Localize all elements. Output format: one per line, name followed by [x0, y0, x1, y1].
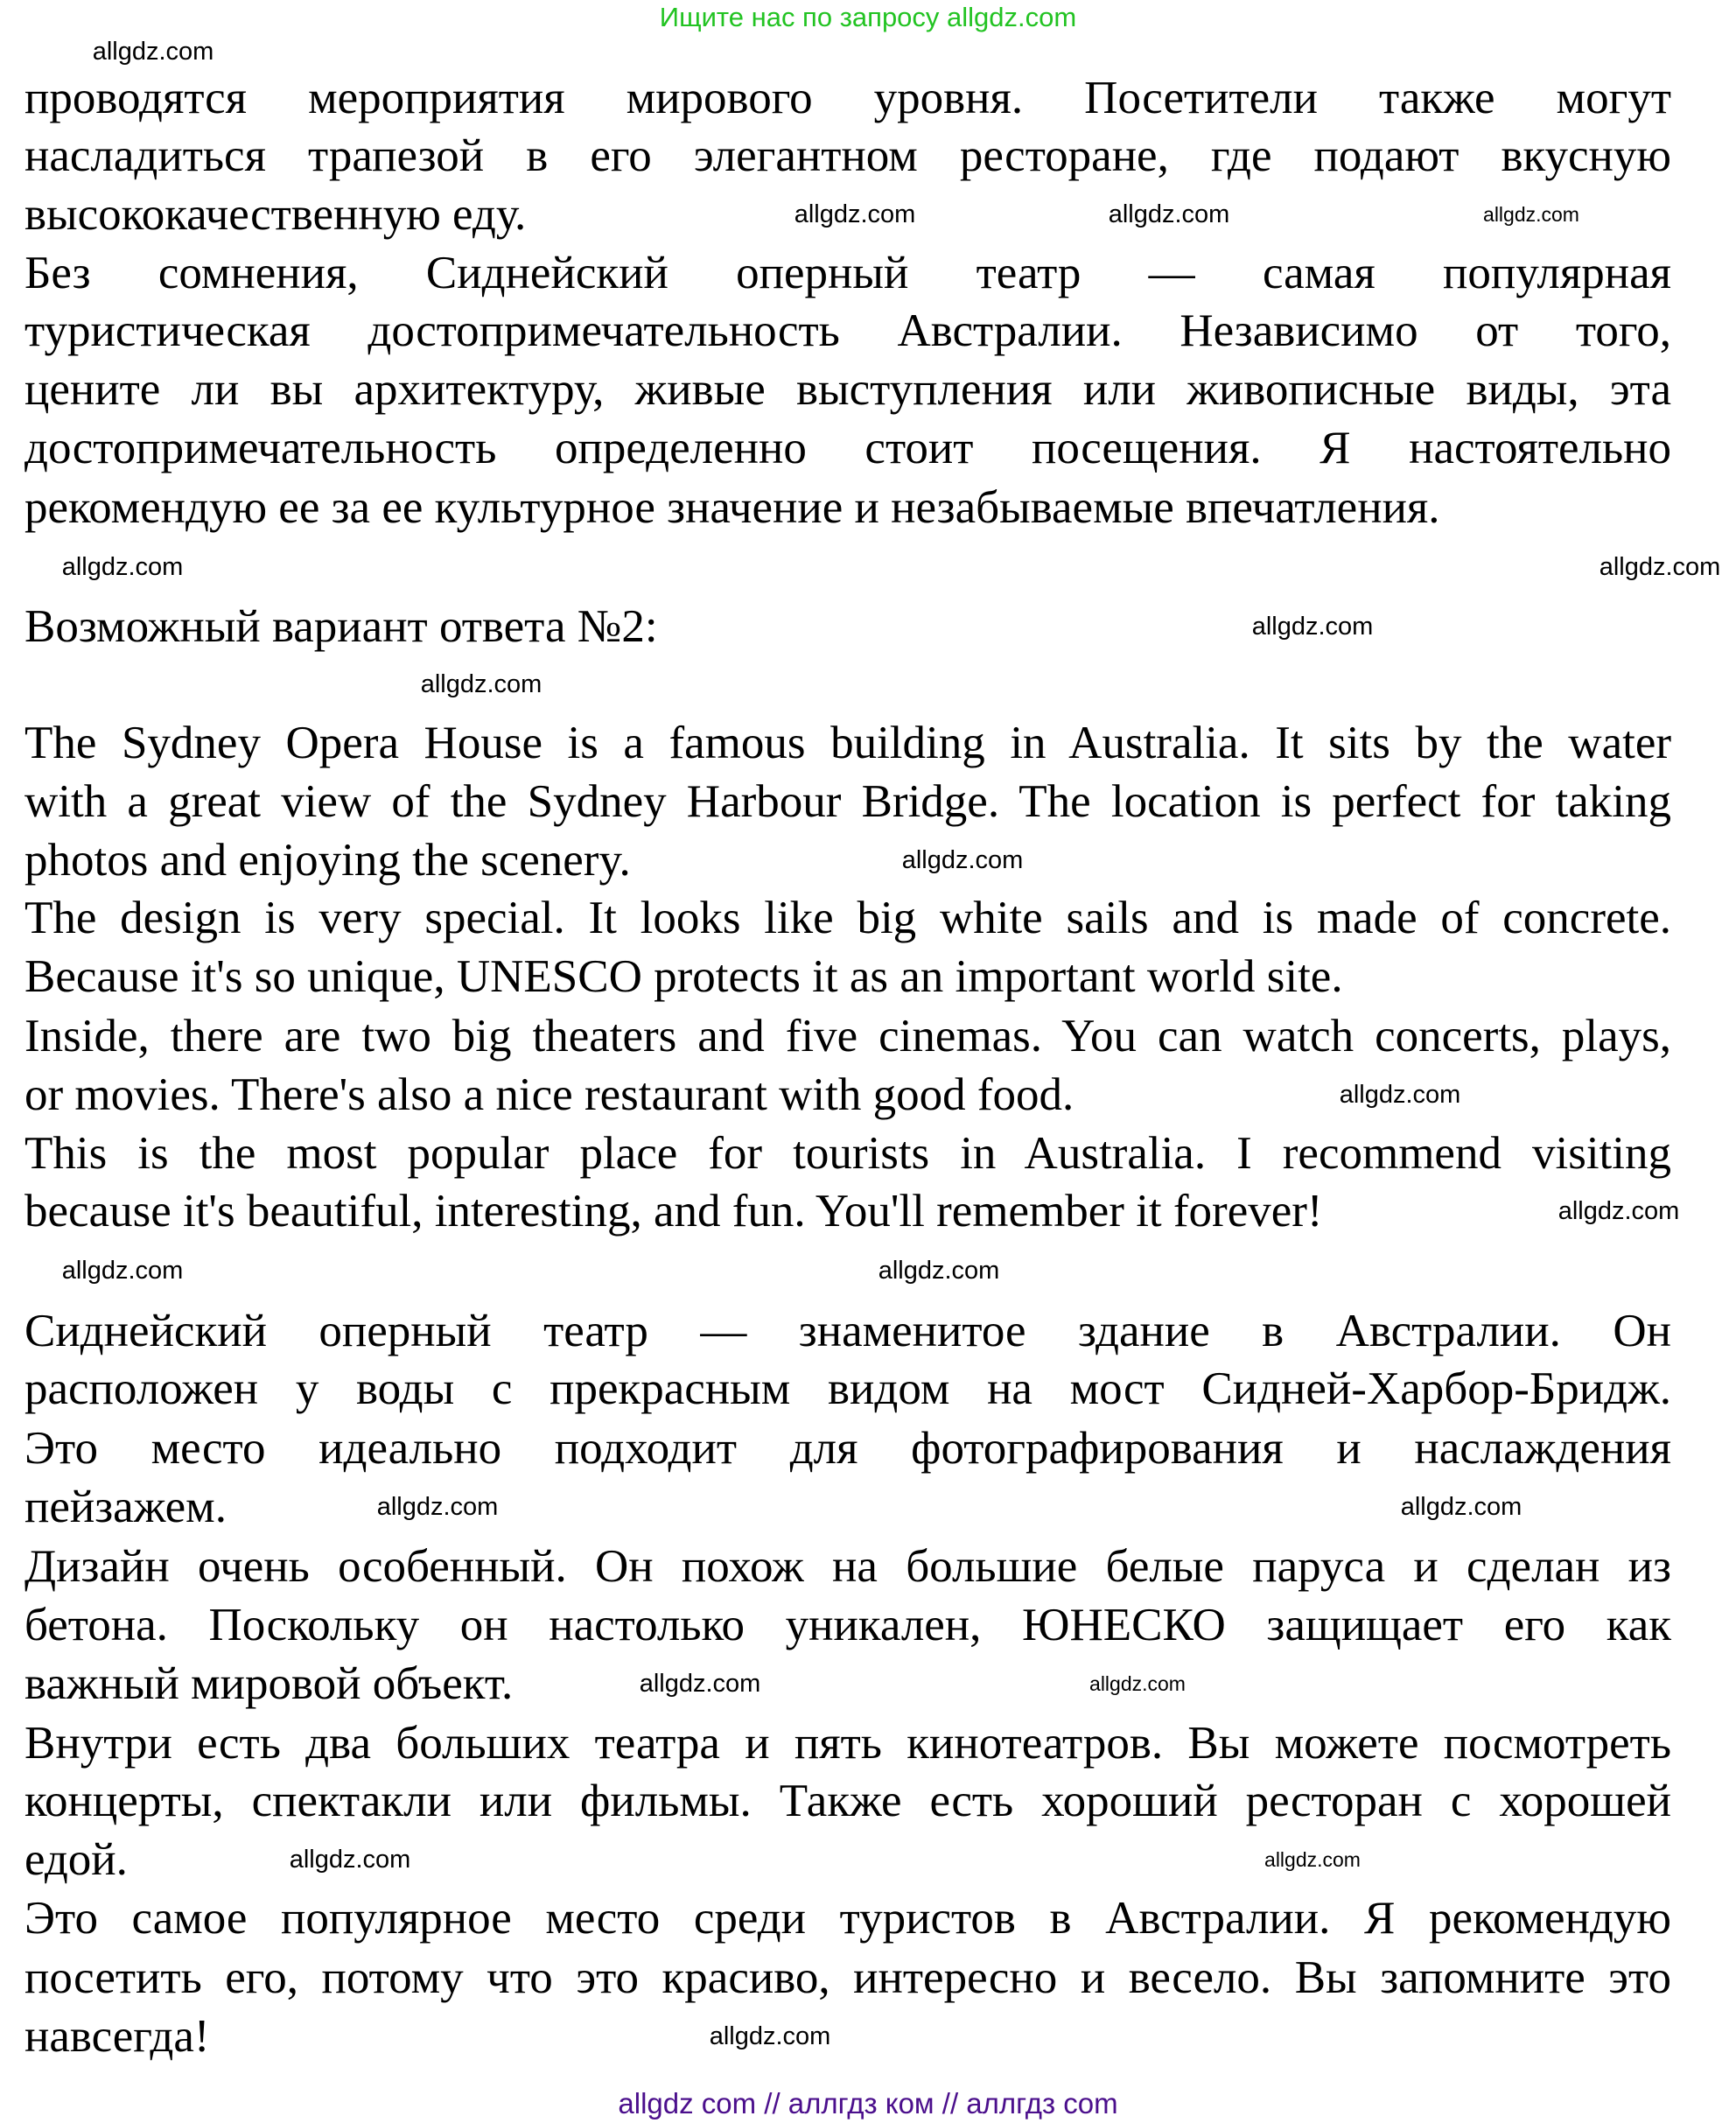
- watermark: allgdz.com: [289, 1846, 411, 1874]
- text-line: Без сомнения, Сиднейский оперный театр — самая популярная: [24, 248, 1671, 298]
- text-line: достопримечательность определенно стоит посещения. Я настоятельно: [24, 423, 1671, 473]
- text-line: Это самое популярное место среди туристов в Австралии. Я рекомендую: [24, 1893, 1671, 1944]
- text-line: пейзажем.: [24, 1482, 227, 1532]
- watermark: allgdz.com: [1599, 553, 1721, 581]
- search-hint-banner: Ищите нас по запросу allgdz.com: [659, 2, 1077, 32]
- text-line: Это место идеально подходит для фотографирования и наслаждения: [24, 1423, 1671, 1474]
- text-line: or movies. There's also a nice restaurant with good food.: [24, 1069, 1074, 1120]
- watermark: allgdz.com: [794, 200, 916, 228]
- watermark: allgdz.com: [1108, 200, 1230, 228]
- text-line: расположен у воды с прекрасным видом на мост Сидней-Харбор-Бридж.: [24, 1363, 1671, 1414]
- text-line: цените ли вы архитектуру, живые выступления или живописные виды, эта: [24, 364, 1671, 415]
- watermark: allgdz.com: [61, 1257, 184, 1285]
- watermark: allgdz.com: [709, 2022, 831, 2050]
- footer-site-names: allgdz com // аллгдз ком // аллгдз com: [618, 2087, 1118, 2119]
- text-line: Inside, there are two big theaters and five cinemas. You can watch concerts, plays,: [24, 1011, 1671, 1062]
- watermark: allgdz.com: [1251, 613, 1374, 641]
- text-line: Сиднейский оперный театр — знаменитое здание в Австралии. Он: [24, 1306, 1671, 1356]
- text-line: навсегда!: [24, 2011, 210, 2062]
- text-line: The design is very special. It looks like big white sails and is made of concrete.: [24, 893, 1671, 943]
- watermark: allgdz.com: [1483, 203, 1579, 226]
- text-line: рекомендую ее за ее культурное значение и незабываемые впечатления.: [24, 482, 1440, 533]
- watermark: allgdz.com: [61, 553, 184, 581]
- text-line: посетить его, потому что это красиво, интересно и весело. Вы запомните это: [24, 1952, 1671, 2003]
- watermark: allgdz.com: [901, 846, 1024, 874]
- text-line: концерты, спектакли или фильмы. Также есть хороший ресторан с хорошей: [24, 1776, 1671, 1826]
- watermark: allgdz.com: [376, 1493, 499, 1521]
- watermark: allgdz.com: [639, 1670, 761, 1698]
- text-line: photos and enjoying the scenery.: [24, 835, 631, 886]
- text-line: проводятся мероприятия мирового уровня. Посетители также могут: [24, 73, 1671, 123]
- watermark: allgdz.com: [878, 1257, 1000, 1285]
- text-line: The Sydney Opera House is a famous building in Australia. It sits by the water: [24, 718, 1671, 768]
- text-line: This is the most popular place for tourists in Australia. I recommend visiting: [24, 1128, 1671, 1179]
- watermark: allgdz.com: [420, 670, 542, 698]
- text-line: with a great view of the Sydney Harbour Bridge. The location is perfect for taking: [24, 776, 1671, 827]
- text-line: важный мировой объект.: [24, 1658, 514, 1709]
- watermark: allgdz.com: [1339, 1081, 1461, 1109]
- text-line: Because it's so unique, UNESCO protects it as an important world site.: [24, 951, 1343, 1002]
- text-line: насладиться трапезой в его элегантном ресторане, где подают вкусную: [24, 130, 1671, 181]
- text-line: because it's beautiful, interesting, and fun. You'll remember it forever!: [24, 1186, 1323, 1237]
- text-line: Внутри есть два больших театра и пять кинотеатров. Вы можете посмотреть: [24, 1718, 1671, 1769]
- watermark: allgdz.com: [1400, 1493, 1522, 1521]
- text-line: туристическая достопримечательность Австралии. Независимо от того,: [24, 305, 1671, 356]
- text-line: высококачественную еду.: [24, 189, 527, 240]
- text-line: едой.: [24, 1834, 128, 1885]
- text-line: Дизайн очень особенный. Он похож на большие белые паруса и сделан из: [24, 1541, 1671, 1592]
- watermark: allgdz.com: [92, 38, 214, 66]
- text-line: бетона. Поскольку он настолько уникален, ЮНЕСКО защищает его как: [24, 1600, 1671, 1650]
- watermark: allgdz.com: [1089, 1672, 1186, 1695]
- watermark: allgdz.com: [1264, 1848, 1361, 1871]
- answer-heading: Возможный вариант ответа №2:: [24, 601, 658, 652]
- watermark: allgdz.com: [1558, 1197, 1680, 1225]
